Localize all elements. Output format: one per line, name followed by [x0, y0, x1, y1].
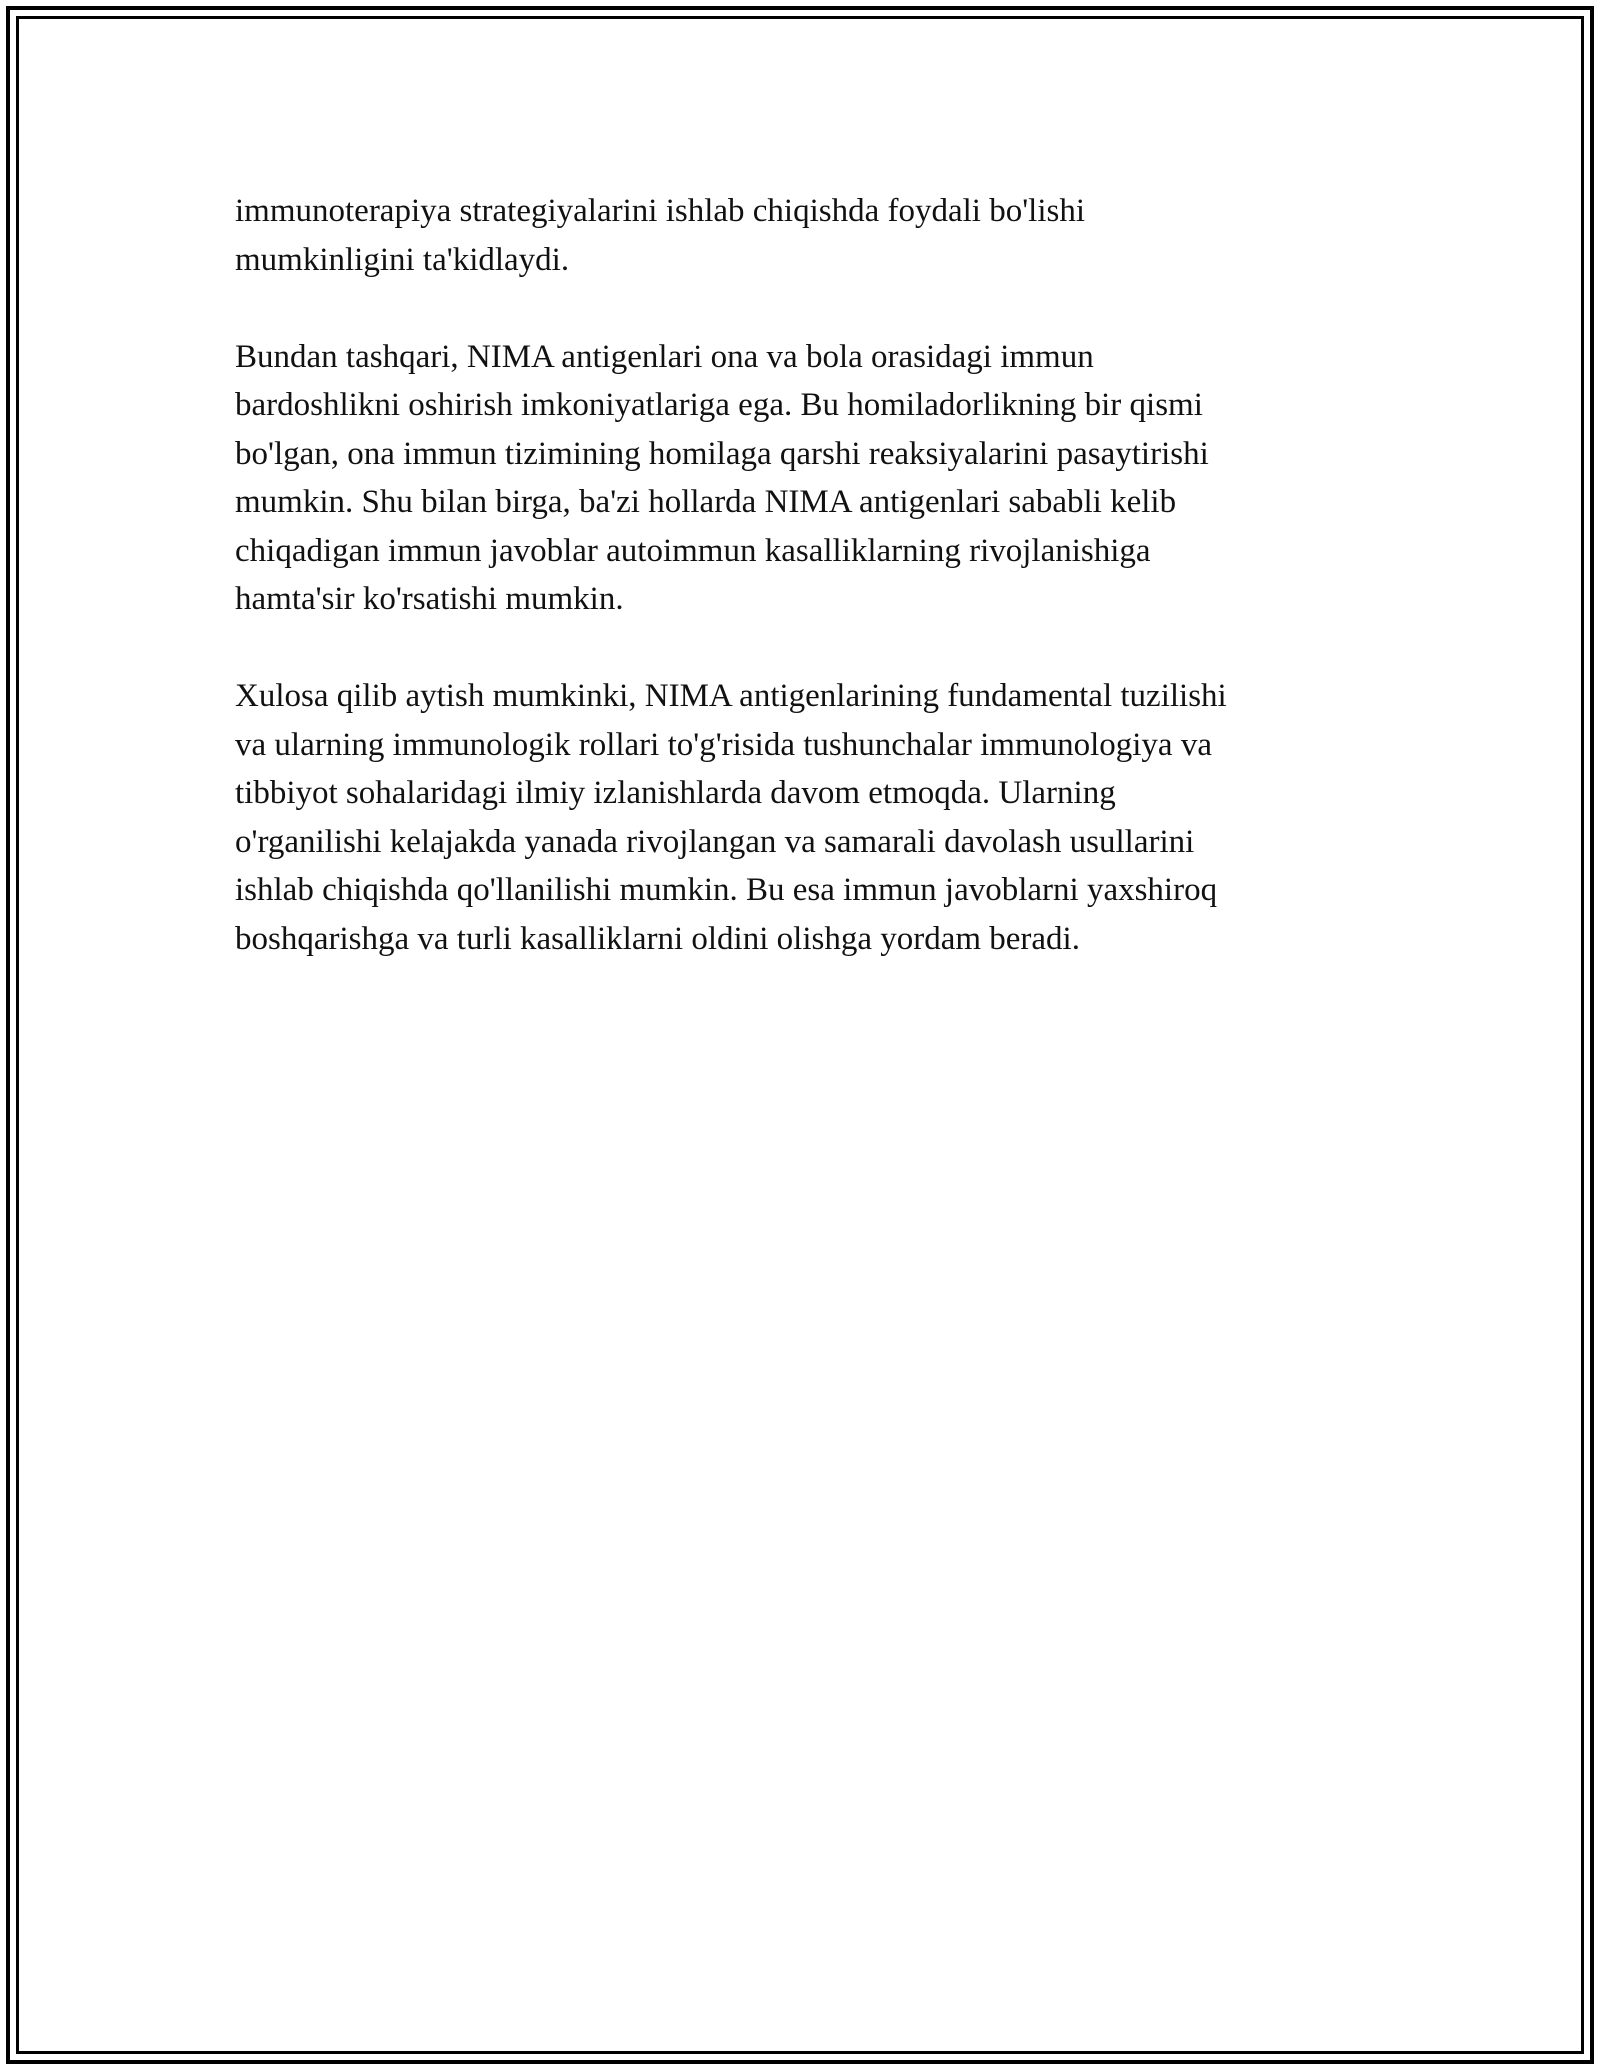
document-body — [235, 187, 1365, 1012]
text-line: chiqadigan immun javoblar autoimmun kasalliklarning rivojlanishiga — [235, 532, 1151, 569]
paragraph-3 — [235, 672, 1365, 963]
text-line: Xulosa qilib aytish mumkinki, NIMA antigenlarining fundamental tuzilishi — [235, 678, 1227, 714]
text-line: va ularning immunologik rollari to'g'risida tushunchalar immunologiya va — [235, 726, 1212, 763]
paragraph-2 — [235, 333, 1365, 624]
text-line: bardoshlikni oshirish imkoniyatlariga ega. Bu homiladorlikning bir qismi — [235, 387, 1203, 423]
text-line: Bundan tashqari, NIMA antigenlari ona va bola orasidagi immun — [235, 338, 1094, 375]
text-line: bo'lgan, ona immun tizimining homilaga qarshi reaksiyalarini pasaytirishi — [235, 435, 1209, 472]
text-line: ishlab chiqishda qo'llanilishi mumkin. Bu esa immun javoblarni yaxshiroq — [235, 872, 1218, 908]
text-line: immunoterapiya strategiyalarini ishlab chiqishda foydali bo'lishi — [235, 193, 1086, 229]
text-line: o'rganilishi kelajakda yanada rivojlangan va samarali davolash usullarini — [235, 823, 1195, 860]
text-line: hamta'sir ko'rsatishi mumkin. — [235, 581, 624, 617]
paragraph-1 — [235, 187, 1365, 284]
text-line: mumkinligini ta'kidlaydi. — [235, 241, 570, 278]
text-line: tibbiyot sohalaridagi ilmiy izlanishlarda davom etmoqda. Ularning — [235, 775, 1116, 811]
text-line: mumkin. Shu bilan birga, ba'zi hollarda NIMA antigenlari sababli kelib — [235, 484, 1177, 520]
text-line: boshqarishga va turli kasalliklarni oldini olishga yordam beradi. — [235, 920, 1080, 957]
